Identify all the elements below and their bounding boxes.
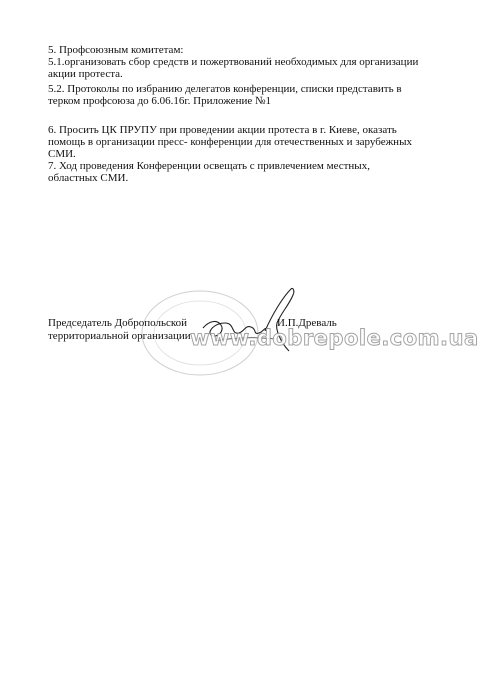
item-6-text: 6. Просить ЦК ПРУПУ при проведении акции протеста в г. Киеве, оказать [48,124,397,136]
item-5-2-text-cont: терком профсоюза до 6.06.16г. Приложение №1 [48,95,271,107]
signatory-title-line1: Председатель Добропольской [48,317,188,329]
item-5-1-text-cont: акции протеста. [48,68,123,80]
signatory-name: И.П.Древаль [277,317,337,329]
item-7-text-cont: областных СМИ. [48,172,129,184]
site-watermark: www.dobrepole.com.ua [190,326,479,350]
item-7-text: 7. Ход проведения Конференции освещать с привлечением местных, [48,160,370,172]
item-5-1-text: 5.1.организовать сбор средств и пожертвований необходимых для организации [48,56,419,68]
item-6-text-end: СМИ. [48,148,76,160]
item-6-text-cont: помощь в организации пресс- конференции для отечественных и зарубежных [48,136,412,148]
item-5-heading: 5. Профсоюзным комитетам: [48,44,184,56]
item-5-2-text: 5.2. Протоколы по избранию делегатов конференции, списки представить в [48,83,402,95]
signatory-title-line2: территориальной организации [48,330,191,342]
